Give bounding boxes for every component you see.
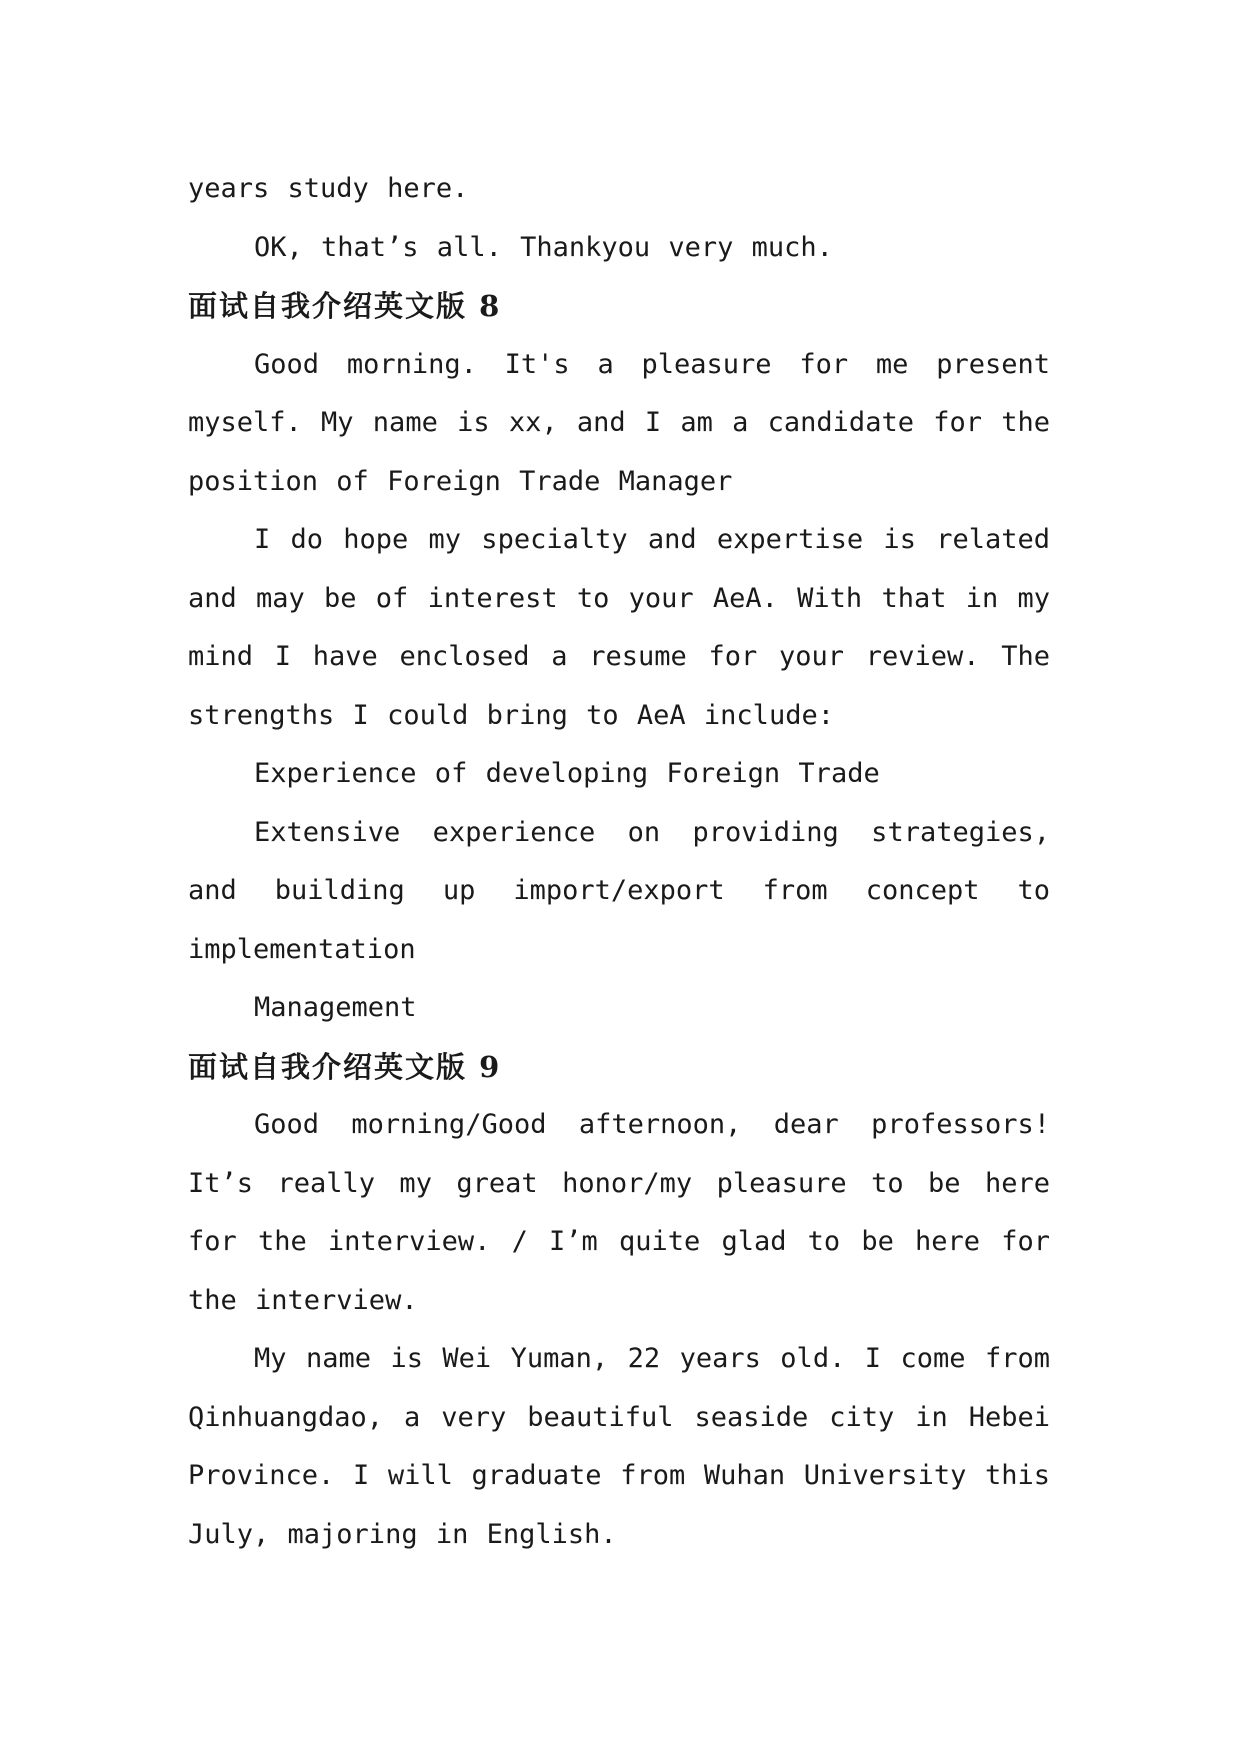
paragraph-personal-info: My name is Wei Yuman, 22 years old. I come from Qinhuangdao, a very beautiful seaside city in Hebei Province. I will graduate from Wuhan University this July, majoring in English. xyxy=(188,1343,1050,1550)
paragraph-management: Management xyxy=(254,992,417,1023)
paragraph-greeting-professors: Good morning/Good afternoon, dear professors! It’s really my great honor/my pleasure to be here for the interview. / I’m quite glad to be here for the interview. xyxy=(188,1109,1050,1316)
section-heading-9: 面试自我介绍英文版 9 xyxy=(188,1049,502,1084)
paragraph-greeting: Good morning. It's a pleasure for me present myself. My name is xx, and I am a candidate for the position of Foreign Trade Manager xyxy=(188,348,1050,497)
paragraph-closing: OK, that’s all. Thankyou very much. xyxy=(254,231,833,263)
paragraph-continuation: years study here. xyxy=(188,173,469,204)
paragraph-specialty: I do hope my specialty and expertise is related and may be of interest to your AeA. With that in my mind I have enclosed a resume for your review. The strengths I could bring to AeA include: xyxy=(188,524,1050,731)
section-heading-8: 面试自我介绍英文版 8 xyxy=(188,289,502,323)
paragraph-extensive-experience: Extensive experience on providing strategies, and building up import/export from concept to implementation xyxy=(188,816,1050,965)
document-page xyxy=(188,160,1050,1564)
paragraph-experience: Experience of developing Foreign Trade xyxy=(254,758,880,789)
